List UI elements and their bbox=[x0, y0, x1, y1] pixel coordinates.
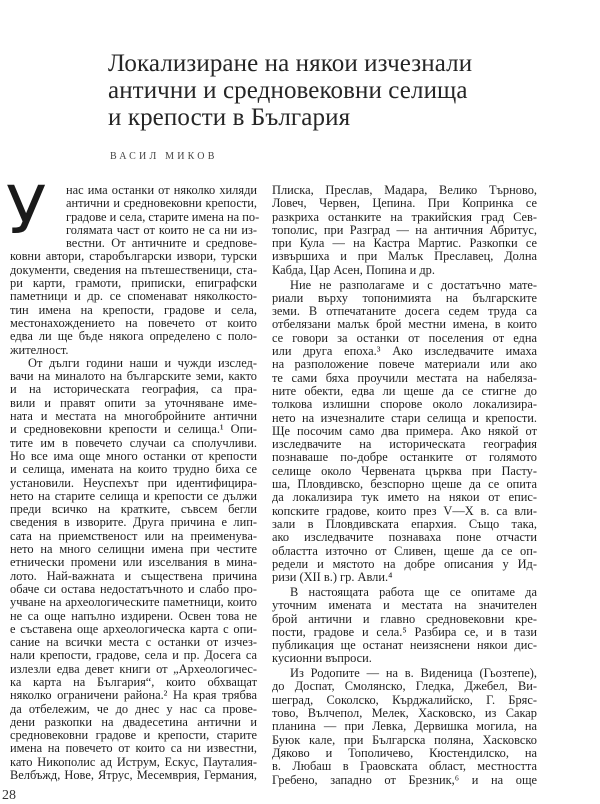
text-line: да локализира тук името на някои от епис- bbox=[272, 490, 537, 505]
text-line: селище около Червената църква при Пасту- bbox=[272, 463, 537, 478]
text-line: Плиска, Преслав, Мадара, Велико Търново, bbox=[272, 183, 537, 197]
text-line: обаче си остава недостатъчното и слабо про- bbox=[10, 581, 257, 596]
text-line: ната и местата на многобройните антични bbox=[10, 409, 257, 424]
text-line: до Доспат, Смолянско, Гледка, Джебел, Ви- bbox=[272, 679, 537, 694]
text-line: Но все има още много останки от крепости bbox=[10, 448, 257, 463]
text-line: копските градове, които през V—X в. са вли- bbox=[272, 503, 537, 518]
text-line: местонахождението на повечето от които bbox=[10, 315, 257, 330]
text-line: Гребено, западно от Брезник,⁶ и на още bbox=[272, 772, 537, 787]
text-line: ните обекти, едва ли щеше да се стигне до bbox=[272, 383, 537, 398]
author-name: ВАСИЛ МИКОВ bbox=[110, 151, 218, 162]
text-line: редели и мястото на добре описания у Ид- bbox=[272, 556, 537, 571]
text-line: нали крепости, градове, села и пр. Досега са bbox=[10, 648, 257, 663]
text-line: пости, градове и села.⁵ Разбира се, и в тази bbox=[272, 624, 537, 639]
text-line: ковни автори, старобългарски извори, турски bbox=[10, 249, 257, 264]
text-line: От дълги години наши и чужди изслед- bbox=[28, 355, 257, 370]
text-line: сата на приемственост или на преименува- bbox=[10, 528, 257, 543]
text-line: е съставена още археологическа карта с опи- bbox=[10, 621, 257, 636]
text-line: имена на повечето от които са ни известни, bbox=[10, 741, 257, 756]
text-line: публикация ще останат неизяснени някои дис- bbox=[272, 638, 537, 653]
text-line: и селища, имената на които трудно биха се bbox=[10, 462, 257, 477]
text-line: сание на всички места с останки от изчез- bbox=[10, 635, 257, 650]
text-line: Ще посочим само два примера. Ако някой от bbox=[272, 423, 537, 438]
text-line: лото. Най-важната и съществена причина bbox=[10, 568, 257, 583]
text-line: толкова излишни спорове около локализира- bbox=[272, 397, 537, 412]
text-line: установили. Неуспехът при идентифицира- bbox=[10, 475, 257, 490]
text-line: планина — при Левка, Дервишка могила, на bbox=[272, 719, 537, 734]
text-line: Ние не разполагаме и с достатъчно мате- bbox=[290, 277, 537, 292]
title-line: и крепости в България bbox=[108, 104, 351, 131]
text-line: вестни. От античните и средnове- bbox=[66, 236, 257, 251]
page-number: 28 bbox=[2, 788, 16, 803]
text-line: документи, сведения на пътешественици, ста- bbox=[10, 262, 257, 277]
text-line: Дяково и Тополичево, Кюстендилско, на bbox=[272, 745, 537, 760]
text-line: тин имена на крепости, градове и села, bbox=[10, 302, 257, 317]
text-line: и на историческата география, са пра- bbox=[10, 382, 257, 397]
text-line: като Никополис ад Иструм, Ескус, Пауталия- bbox=[10, 754, 257, 769]
text-line: областта източно от Сливен, щеше да се оп- bbox=[272, 543, 537, 558]
text-line: антични и средновековни крепости, bbox=[66, 196, 257, 211]
title-line: антични и средновековни селища bbox=[108, 77, 468, 104]
text-line: Велбъжд, Нове, Ятрус, Месемврия, Германия, bbox=[10, 768, 257, 783]
right-column bbox=[272, 184, 537, 787]
text-line: се говори за останки от поселения от една bbox=[272, 330, 537, 345]
text-line: нето на изчезналите стари селища и крепости. bbox=[272, 410, 537, 425]
text-line: преди всичко на кратките, съвсем бегли bbox=[10, 502, 257, 517]
left-column bbox=[10, 183, 260, 783]
text-line: етнически промени или изселвания в мина- bbox=[10, 555, 257, 570]
text-line: учване на археологическите паметници, които bbox=[10, 595, 257, 610]
text-line: Кабда, Цар Асен, Попина и др. bbox=[272, 262, 435, 277]
text-line: средновековни градове и крепости, старите bbox=[10, 728, 257, 743]
text-line: риали върху топонимията на българските bbox=[272, 290, 537, 305]
text-line: при Кула — на Кастра Мартис. Разкопки се bbox=[272, 236, 537, 251]
text-line: тите им в повечето случаи са сполучливи. bbox=[10, 435, 257, 450]
text-line: или друга епоха.³ Ако изследвачите имаха bbox=[272, 344, 537, 359]
text-line: В настоящата работа ще се опитаме да bbox=[290, 584, 537, 599]
text-line: брой антични и главно средновековни кре- bbox=[272, 611, 537, 626]
text-line: разкриха останките на тракийския град Сев- bbox=[272, 209, 537, 224]
text-line: тово, Вълчепол, Мелек, Хасковско, из Сакар bbox=[272, 706, 537, 721]
text-line: на разположение повече материали или ако bbox=[272, 357, 537, 372]
text-line: тополис, при Разград — на античния Абритус, bbox=[272, 222, 537, 237]
text-line: да отбележим, че до днес у нас са прове- bbox=[10, 701, 257, 716]
text-line: излезли едва девет книги от „Археологичес- bbox=[10, 661, 257, 676]
drop-cap: У bbox=[6, 172, 47, 249]
text-line: нето на старите селища и крепости се дължи bbox=[10, 488, 257, 503]
text-line: ша, Пловдивско, безспорно щеше да се опита bbox=[272, 477, 537, 492]
text-line: в. Любаш в Граовската област, местността bbox=[272, 759, 537, 774]
text-line: земи. В отпечатаните досега седем труда са bbox=[272, 304, 537, 319]
text-line: дени разкопки на двадесетина антични и bbox=[10, 714, 257, 729]
text-line: нето на много селищни имена при честите bbox=[10, 542, 257, 557]
text-line: Буюк кале, при Българска поляна, Хасковско bbox=[272, 732, 537, 747]
text-line: голямата част от които не са ни из- bbox=[66, 222, 257, 237]
text-line: вили и правят опити за уточняване име- bbox=[10, 395, 257, 410]
text-line: жителност. bbox=[10, 342, 69, 357]
text-line: и средновековни крепости и селища.¹ Опи- bbox=[10, 422, 257, 437]
text-line: градове и села, старите имена на по- bbox=[66, 209, 260, 224]
text-line: вачи на миналото на българските земи, както bbox=[10, 369, 257, 384]
text-line: нас има останки от няколко хиляди bbox=[66, 183, 257, 197]
text-line: паметници и др. се споменават няколкосто- bbox=[10, 289, 257, 304]
text-line: ризи (XII в.) гр. Авли.⁴ bbox=[272, 570, 393, 585]
text-line: ри карти, грамоти, приписки, епиграфски bbox=[10, 276, 257, 291]
text-line: извършиха и при Малък Преславец, Долна bbox=[272, 249, 537, 264]
text-line: няколко ограничени района.² На края трябва bbox=[10, 688, 257, 703]
article-title bbox=[108, 50, 508, 131]
text-line: те сами бяха проучили местата на набеляза- bbox=[272, 370, 537, 385]
text-line: Ловеч, Червен, Цепина. При Копринка се bbox=[272, 196, 537, 211]
text-line: зали в Пловдивската епархия. Също така, bbox=[272, 516, 537, 531]
text-line: уточним имената и местата на значителен bbox=[272, 598, 537, 613]
title-line: Локализиране на някои изчезнали bbox=[108, 50, 473, 77]
text-line: шеград, Соколско, Кърджалийско, Г. Бряс- bbox=[272, 692, 537, 707]
text-line: Из Родопите — на в. Виденица (Гьозтепе), bbox=[290, 666, 537, 681]
text-line: кусионни въпроси. bbox=[272, 651, 372, 666]
text-line: ако изследвачите познаваха поне отчасти bbox=[272, 530, 537, 545]
text-line: познаваше по-добре останките от голямото bbox=[272, 450, 537, 465]
text-line: сведения в изворите. Друга причина е лип- bbox=[10, 515, 257, 530]
text-line: едва ли ще бъде някога определено с поло- bbox=[10, 329, 257, 344]
text-line: ка карта на България“, които обхващат bbox=[10, 674, 257, 689]
text-line: изследвачите на историческата география bbox=[272, 437, 537, 452]
text-line: отбелязани малък брой местни имена, в които bbox=[272, 317, 537, 332]
text-line: не са още напълно издирени. Освен това не bbox=[10, 608, 257, 623]
